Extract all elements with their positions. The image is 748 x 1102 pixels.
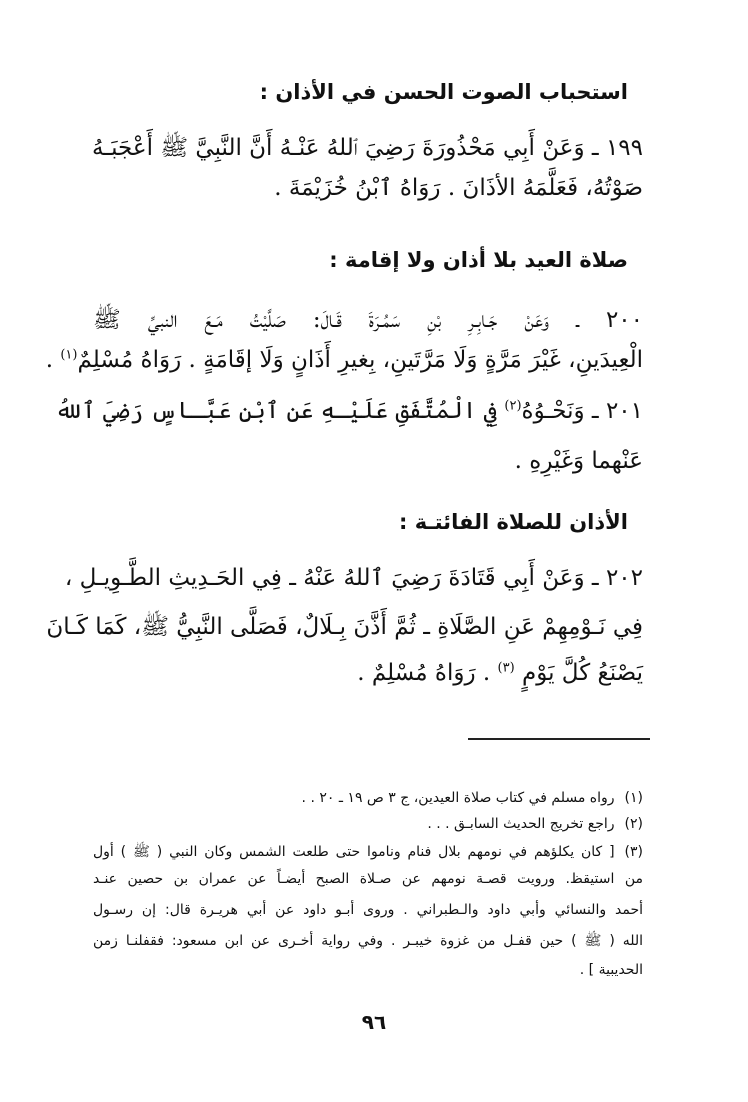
footnote-3-line-1: (٣)[ كان يكلؤهم في نومهم بلال فنام وناموا حتى طلعت الشمس وكان النبي ( ﷺ ) أول — [93, 844, 643, 860]
footnote-3-line-3: أحمد والنسائي وأبي داود والـطبراني . وروى أبـو داود عن أبي هريـرة قال: إن رسـول — [93, 902, 643, 918]
footnote-divider — [468, 738, 650, 740]
hadith-199-line-1: ١٩٩ ـ وَعَنْ أَبِي مَحْذُورَةَ رَضِيَ ٱللهُ عَنْـهُ أَنَّ النَّبِيَّ ﷺ أَعْجَبَـهُ — [92, 135, 643, 161]
footnote-marker-3: (٣) — [497, 660, 515, 676]
page-number: ٩٦ — [361, 1010, 387, 1034]
section-heading-missed-prayer: الأذان للصلاة الفائتـة : — [398, 510, 628, 534]
section-heading-beautiful-voice: استحباب الصوت الحسن في الأذان : — [259, 80, 628, 104]
hadith-202-line-1: ٢٠٢ ـ وَعَنْ أَبِي قَتَادَةَ رَضِيَ ٱللهُ عَنْهُ ـ فِي الحَـدِيثِ الطَّـوِيـلِ ، — [64, 565, 643, 591]
hadith-199-line-2: صَوْتُهُ، فَعَلَّمَهُ الأذَانَ . رَوَاهُ ٱبْنُ خُزَيْمَةَ . — [274, 175, 643, 201]
section-heading-eid-prayer: صلاة العيد بلا أذان ولا إقامة : — [329, 248, 628, 272]
hadith-202-line-2: فِي نَـوْمِهِمْ عَنِ الصَّلَاةِ ـ ثُمَّ أَذَّنَ بِـلَالٌ، فَصَلَّى النَّبِيُّ ﷺ، كَمَا كَـانَ — [46, 614, 643, 640]
hadith-200-line-1: ٢٠٠ ـ وَعَنْ جَـابِـرِ بْنِ سَمُـرَةَ قَـالَ: صَلَّيْتُ مَـعَ النبيِّ ﷺ — [93, 307, 643, 333]
footnote-3-line-2: من استيقظ. ورويت قصـة نومهم عن صـلاة الصبح أيضـاً عن عمران بن حصين عنـد — [93, 871, 643, 887]
footnote-2: (٢)راجع تخريج الحديث السابـق . . . — [427, 816, 643, 832]
footnote-1: (١)رواه مسلم في كتاب صلاة العيدين، ج ٣ ص ١٩ ـ ٢٠ . . — [301, 790, 643, 806]
hadith-201-line-1: ٢٠١ ـ وَنَحْـوُهُ$^{(٢)}$ فِي الْمُتَّفَقِ عَلَيْـهِ عَنِ ٱبْنِ عَبَّـاسٍ رَضِيَ ٱللهُ — [55, 398, 643, 424]
footnote-3-line-4: الله ( ﷺ ) حين قفـل من غزوة خيبـر . وفي رواية أخـرى عن ابن مسعود: فقفلنـا زمن — [93, 933, 643, 949]
hadith-200-line-2: الْعِيدَينِ، غَيْرَ مَرَّةٍ وَلَا مَرَّتَينِ، بِغيرِ أَذَانٍ وَلَا إقَامَةٍ . رَوَاهُ مُسْلِمٌ$^{(١)}$ . — [45, 347, 643, 373]
hadith-202-line-3: يَصْنَعُ كُلَّ يَوْمٍ $^{(٣)}$ . رَوَاهُ مُسْلِمٌ . — [357, 660, 643, 686]
footnote-marker-2: (٢) — [504, 398, 522, 414]
hadith-201-line-2: عَنْهما وَغَيْرِهِ . — [514, 448, 643, 474]
footnote-marker-1: (١) — [60, 347, 78, 363]
footnote-3-line-5: الحديبية ] . — [579, 962, 643, 978]
